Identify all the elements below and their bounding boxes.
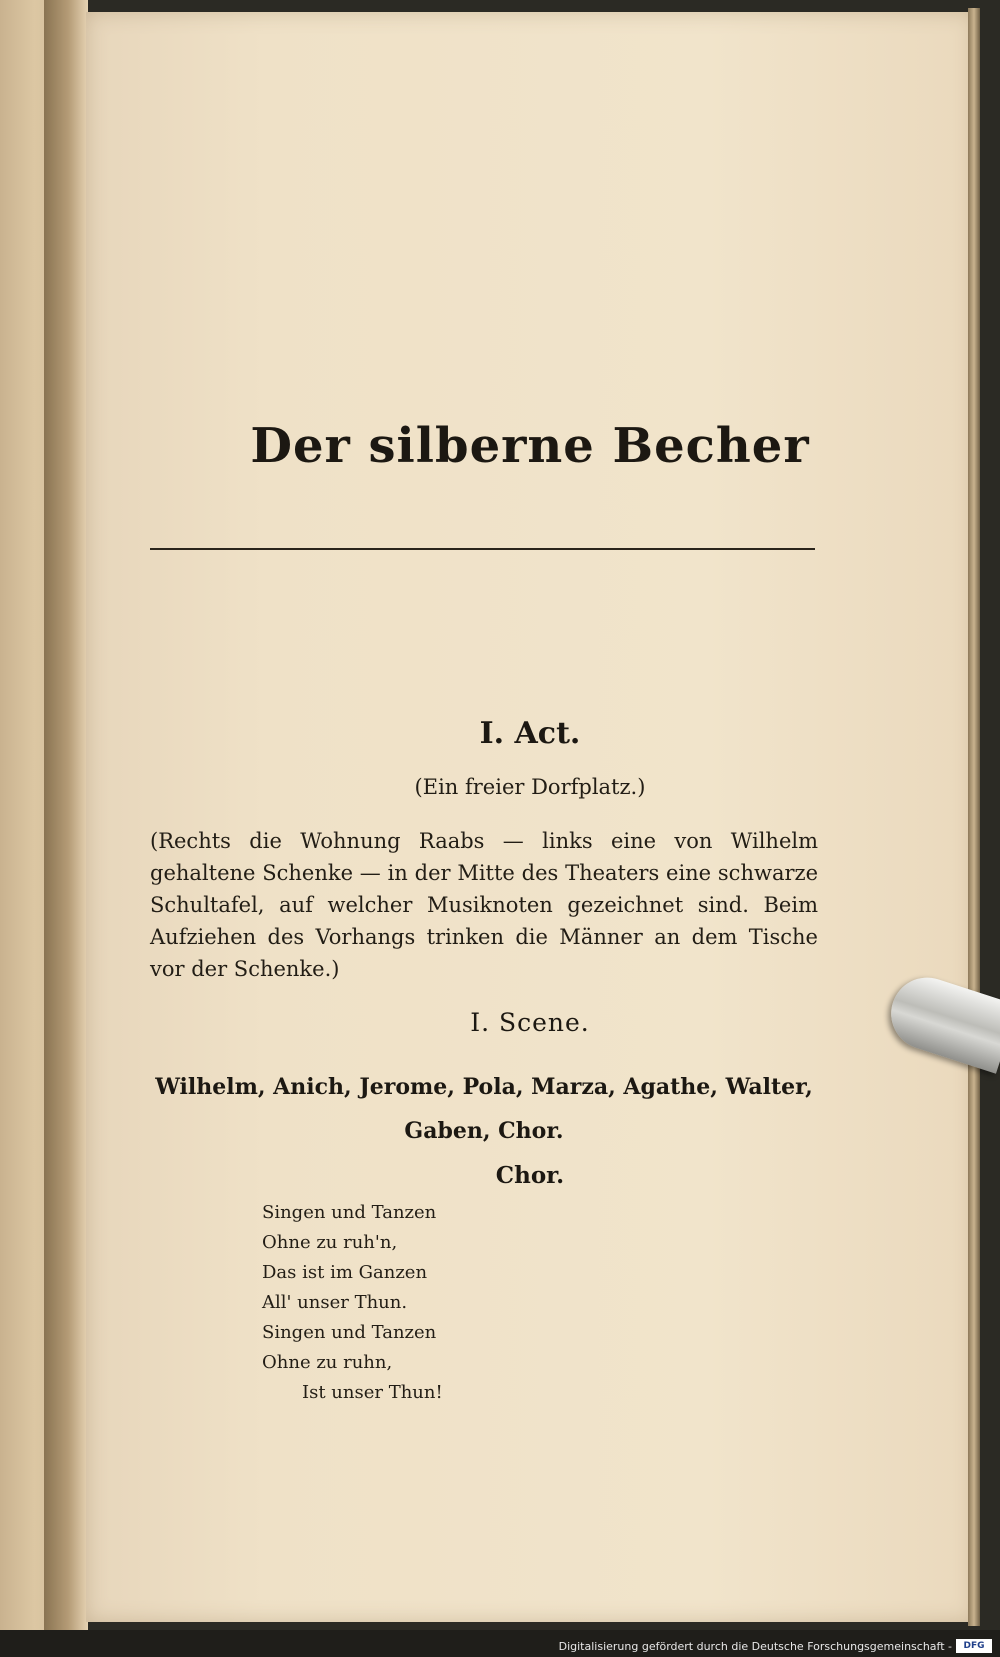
chorus-verse [262, 1198, 562, 1408]
verse-line: Singen und Tanzen [262, 1322, 437, 1343]
character-list [150, 1065, 818, 1153]
title-rule [150, 548, 815, 550]
setting-line: (Ein freier Dorfplatz.) [414, 775, 646, 799]
scene-heading: I. Scene. [470, 1008, 590, 1037]
verse-line: Singen und Tanzen [262, 1202, 437, 1223]
verse-line: Ohne zu ruhn, [262, 1352, 393, 1373]
dfg-logo: DFG [956, 1639, 992, 1653]
stage-direction: (Rechts die Wohnung Raabs — links eine von Wilhelm gehaltene Schenke — in der Mitte des Theaters eine schwarze Schultafel, auf welcher Musiknoten gezeichnet sind. Beim Aufziehen des Vorhangs trinken die Männer an dem Tische vor der Schenke.) [150, 829, 818, 981]
page-edge [968, 8, 980, 1626]
character-list-line-2: Gaben, Chor. [404, 1118, 564, 1144]
verse-line: Das ist im Ganzen [262, 1262, 428, 1283]
chorus-label: Chor. [495, 1162, 565, 1189]
verse-line: Ist unser Thun! [302, 1382, 443, 1403]
footer-credit: Digitalisierung gefördert durch die Deutsche Forschungsgemeinschaft - [558, 1640, 952, 1653]
verse-line: Ohne zu ruh'n, [262, 1232, 398, 1253]
character-list-line-1: Wilhelm, Anich, Jerome, Pola, Marza, Agathe, Walter, [155, 1074, 813, 1100]
book-gutter [44, 0, 88, 1630]
verse-line: All' unser Thun. [262, 1292, 408, 1313]
act-heading: I. Act. [479, 716, 581, 751]
play-title: Der silberne Becher [250, 418, 810, 474]
